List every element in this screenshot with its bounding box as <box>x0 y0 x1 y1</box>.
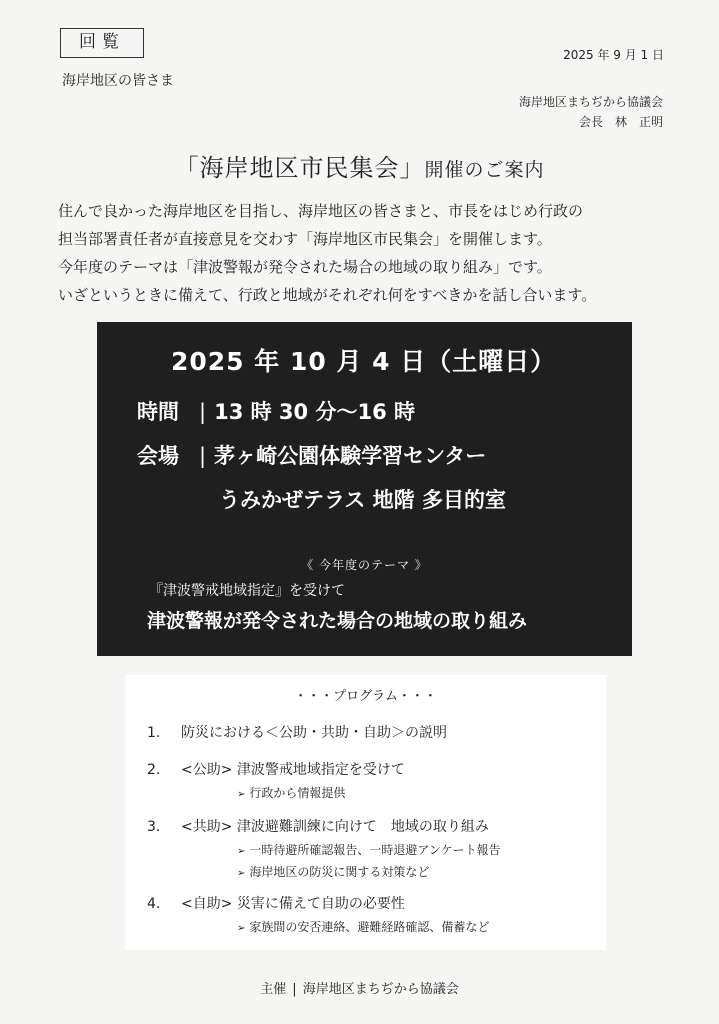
theme-label: 《 今年度のテーマ 》 <box>301 558 428 572</box>
title-sub: 開催のご案内 <box>424 159 545 181</box>
intro-line: 今年度のテーマは「津波警報が発令された場合の地域の取り組み」です。 <box>58 258 552 276</box>
program-item-number: 1. <box>147 725 161 741</box>
organizer-label: 主催 <box>260 982 287 997</box>
venue-label: 会場 <box>137 444 179 468</box>
organizer-footer <box>0 978 719 997</box>
event-venue-row <box>137 440 486 470</box>
event-date: 2025 年 10 月 4 日（土曜日） <box>171 347 557 376</box>
page-title <box>0 148 719 183</box>
intro-line: いざというときに備えて、行政と地域がそれぞれ何をすべきかを話し合います。 <box>58 286 597 304</box>
theme-subtitle: 『津波警戒地域指定』を受けて <box>149 583 345 599</box>
issuer-block <box>519 92 663 132</box>
issuer-representative: 会長 林 正明 <box>578 115 663 129</box>
program-item-text: 防災における＜公助・共助・自助＞の説明 <box>181 725 447 741</box>
program-sub-item <box>237 863 429 880</box>
intro-text <box>58 197 678 309</box>
issuer-organization: 海岸地区まちぢから協議会 <box>518 95 663 109</box>
program-item-text: <公助> 津波警戒地域指定を受けて <box>181 762 405 778</box>
venue-line-2: うみかぜテラス 地階 多目的室 <box>219 488 506 512</box>
program-sub-item <box>237 841 501 858</box>
arrow-bullet-icon: ➢ <box>237 846 246 857</box>
venue-line-1: 茅ヶ崎公園体験学習センター <box>214 444 487 468</box>
event-details-panel <box>97 322 632 656</box>
theme-main: 津波警報が発令された場合の地域の取り組み <box>147 610 528 632</box>
program-item-number: 4. <box>147 896 161 912</box>
program-sub-text: 一時待避所確認報告、一時退避アンケート報告 <box>249 843 501 857</box>
issue-date: 2025 年 9 月 1 日 <box>563 48 664 62</box>
organizer-separator: | <box>292 982 297 997</box>
event-time-row <box>137 396 415 426</box>
program-sub-text: 行政から情報提供 <box>249 786 346 800</box>
time-separator: | <box>199 400 207 424</box>
program-sub-text: 家族間の安否連絡、避難経路確認、備蓄など <box>249 920 490 934</box>
program-item <box>147 722 447 742</box>
program-sub-item <box>237 918 489 935</box>
program-item-number: 3. <box>147 819 161 835</box>
program-item <box>147 759 405 779</box>
recipient-line: 海岸地区の皆さま <box>62 73 174 89</box>
arrow-bullet-icon: ➢ <box>237 868 246 879</box>
program-item <box>147 816 489 836</box>
program-box <box>125 675 606 950</box>
arrow-bullet-icon: ➢ <box>237 923 246 934</box>
event-venue-row-2 <box>219 484 506 514</box>
circulation-stamp: 回覧 <box>60 28 144 58</box>
program-sub-text: 海岸地区の防災に関する対策など <box>249 865 430 879</box>
time-value: 13 時 30 分～16 時 <box>214 400 415 424</box>
program-item-number: 2. <box>147 762 161 778</box>
program-item-text: <共助> 津波避難訓練に向けて 地域の取り組み <box>181 819 489 835</box>
arrow-bullet-icon: ➢ <box>237 789 246 800</box>
time-label: 時間 <box>137 400 179 424</box>
program-item <box>147 893 405 913</box>
venue-separator: | <box>199 444 207 468</box>
program-title: ・・・プログラム・・・ <box>294 689 437 704</box>
program-item-text: <自助> 災害に備えて自助の必要性 <box>181 896 405 912</box>
intro-line: 担当部署責任者が直接意見を交わす「海岸地区市民集会」を開催します。 <box>58 230 552 248</box>
intro-line: 住んで良かった海岸地区を目指し、海岸地区の皆さまと、市長をはじめ行政の <box>58 202 584 220</box>
organizer-name: 海岸地区まちぢから協議会 <box>302 982 459 997</box>
title-main: 「海岸地区市民集会」 <box>174 154 425 182</box>
program-sub-item <box>237 784 345 801</box>
